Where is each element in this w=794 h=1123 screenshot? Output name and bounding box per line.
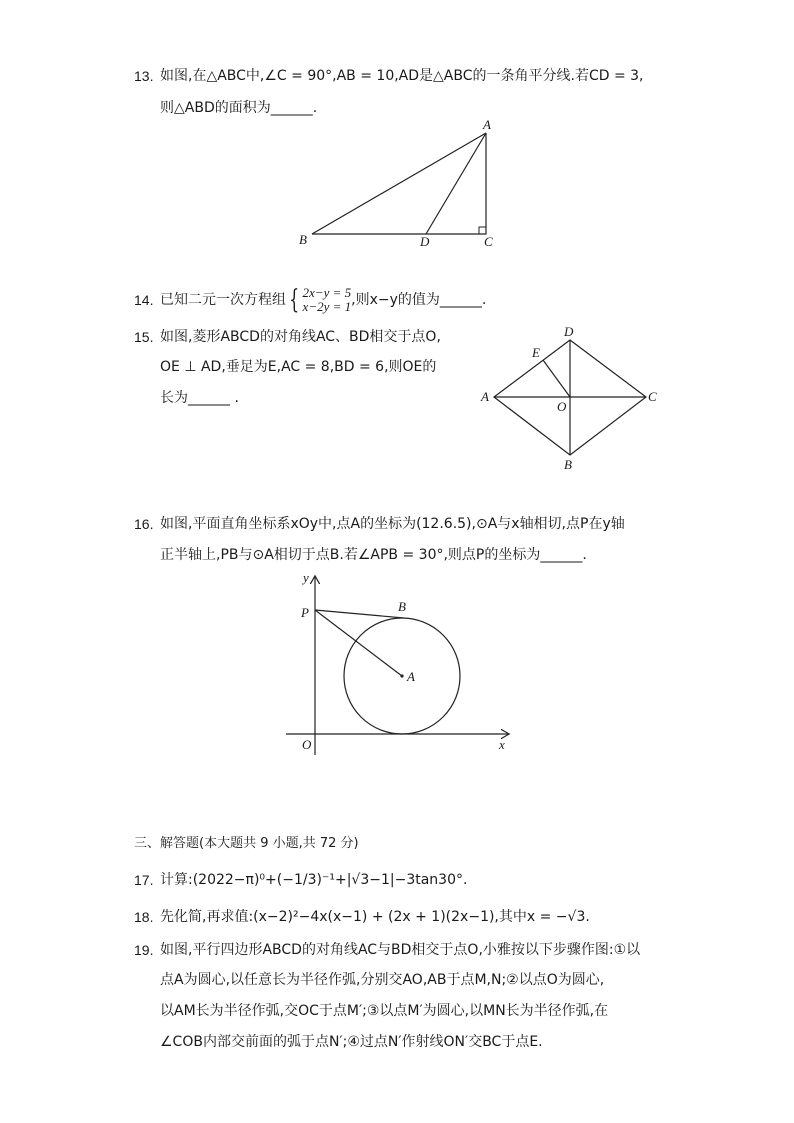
q15-line1: 如图,菱形ABCD的对角线AC、BD相交于点O, — [160, 329, 441, 345]
q16-label-p: P — [301, 605, 309, 620]
q13-side-ab — [312, 133, 486, 234]
q15-label-o: O — [557, 399, 567, 414]
q15-line2: OE ⊥ AD,垂足为E,AC = 8,BD = 6,则OE的 — [160, 359, 437, 375]
q13-right-angle-mark — [479, 227, 486, 234]
q13-triangle-figure — [290, 115, 510, 255]
q14-eq1: 2x−y = 5 — [302, 285, 352, 300]
q13-label-c: C — [484, 234, 493, 249]
q15-perpendicular-oe — [543, 360, 570, 397]
q13-bisector-ad — [426, 133, 486, 234]
q18-text: 先化简,再求值:(x−2)²−4x(x−1) + (2x + 1)(2x−1),其中x = −√3. — [160, 909, 590, 925]
q19-line2: 点A为圆心,以任意长为半径作弧,分别交AO,AB于点M,N;②以点O为圆心, — [160, 972, 605, 988]
q14-line — [160, 282, 486, 318]
q16-label-y: y — [303, 570, 309, 585]
q13-line2: 则△ABD的面积为______. — [160, 100, 318, 116]
q15-label-c: C — [648, 389, 657, 404]
q13-number: 13. — [134, 68, 154, 84]
q19-line3: 以AM长为半径作弧,交OC于点M′;③以点M′为圆心,以MN长为半径作弧,在 — [160, 1003, 609, 1019]
q18-number: 18. — [134, 909, 154, 925]
q14-eq2: x−2y = 1 — [302, 299, 352, 314]
q17-text: 计算:(2022−π)⁰+(−1/3)⁻¹+|√3−1|−3tan30°. — [160, 872, 468, 888]
q15-label-b: B — [564, 457, 572, 472]
q15-label-d: D — [564, 324, 574, 339]
q15-line3: 长为______ . — [160, 390, 239, 406]
q14-brace: { — [289, 285, 300, 315]
q16-label-b: B — [398, 599, 406, 614]
q14-system — [303, 286, 352, 314]
q19-line1: 如图,平行四边形ABCD的对角线AC与BD相交于点O,小雅按以下步骤作图:①以 — [160, 942, 641, 958]
q13-label-d: D — [420, 234, 430, 249]
q16-tangent-pb — [315, 610, 404, 618]
q17-number: 17. — [134, 872, 154, 888]
q16-line1: 如图,平面直角坐标系xOy中,点A的坐标为(12.6.5),⊙A与x轴相切,点P在y轴 — [160, 516, 625, 532]
q16-coordinate-figure — [280, 565, 520, 760]
q16-label-a: A — [407, 669, 415, 684]
q13-label-a: A — [483, 117, 491, 132]
q19-number: 19. — [134, 942, 154, 958]
q13-label-b: B — [299, 232, 307, 247]
q14-suffix: ,则x−y的值为______. — [351, 292, 487, 308]
section3-title: 三、解答题(本大题共 9 小题,共 72 分) — [134, 836, 359, 851]
q19-line4: ∠COB内部交前面的弧于点N′;④过点N′作射线ON′交BC于点E. — [160, 1034, 543, 1050]
q13-line1: 如图,在△ABC中,∠C = 90°,AB = 10,AD是△ABC的一条角平分线.若CD = 3, — [160, 68, 644, 84]
q16-number: 16. — [134, 516, 154, 532]
q16-label-o: O — [302, 737, 312, 752]
q15-number: 15. — [134, 329, 154, 345]
q15-label-e: E — [532, 345, 540, 360]
q14-prefix: 已知二元一次方程组 — [160, 292, 286, 308]
q16-label-x: x — [499, 737, 505, 752]
q16-center-point — [400, 674, 403, 677]
q15-rhombus-figure — [476, 320, 666, 475]
q15-label-a: A — [481, 389, 489, 404]
q14-number: 14. — [134, 292, 154, 308]
q16-line2: 正半轴上,PB与⊙A相切于点B.若∠APB = 30°,则点P的坐标为______. — [160, 547, 587, 563]
